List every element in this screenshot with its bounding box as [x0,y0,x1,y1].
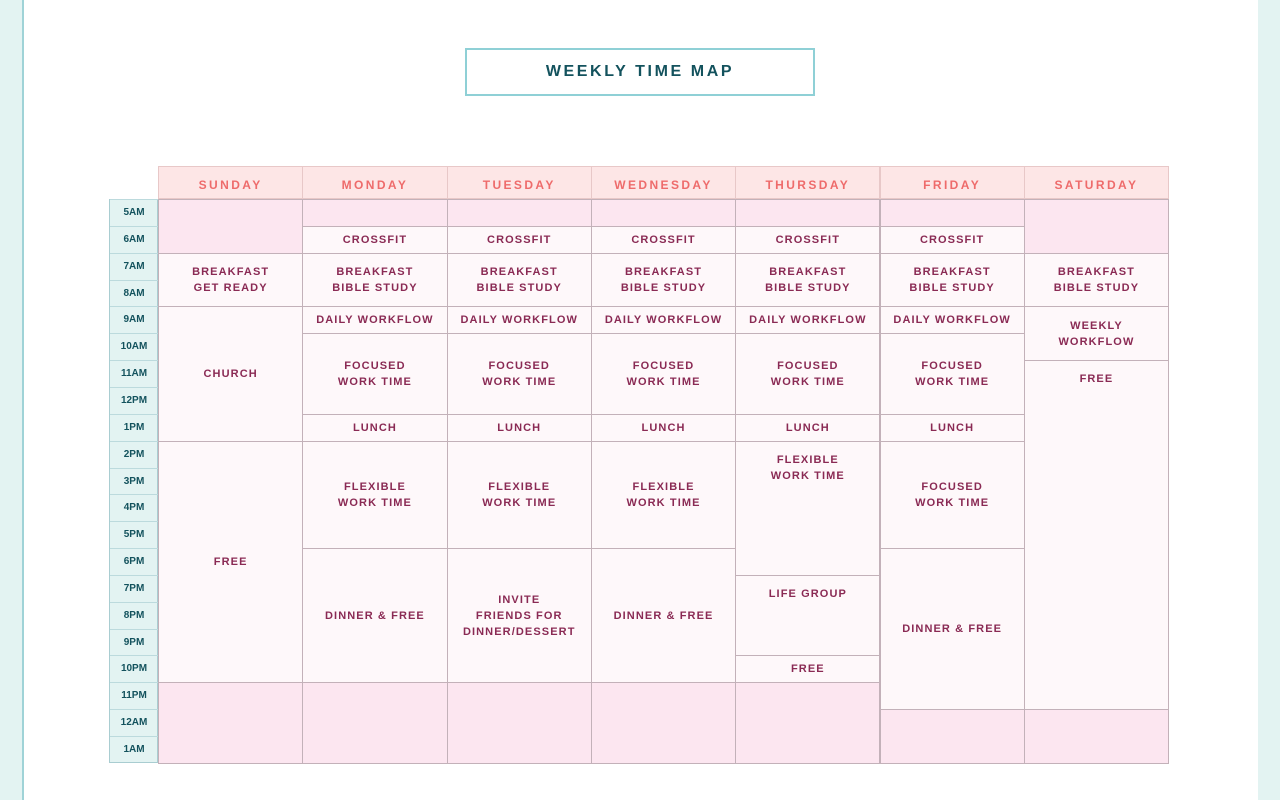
time-label: 11AM [110,360,158,386]
empty-block [302,682,447,764]
schedule-block: CHURCH [158,306,303,441]
time-label: 9AM [110,306,158,332]
time-label: 5PM [110,521,158,547]
day-header-thursday: THURSDAY [735,166,880,199]
schedule-block: CROSSFIT [880,226,1025,254]
time-label: 4PM [110,494,158,520]
schedule-block: FOCUSED WORK TIME [302,333,447,415]
schedule-block: DINNER & FREE [302,548,447,683]
schedule-block: INVITE FRIENDS FOR DINNER/DESSERT [447,548,592,683]
schedule-block: FLEXIBLE WORK TIME [735,441,880,576]
schedule-block: FOCUSED WORK TIME [880,441,1025,549]
page-title: WEEKLY TIME MAP [465,48,815,96]
empty-block [1024,199,1169,254]
schedule-block: LUNCH [302,414,447,442]
time-label: 7PM [110,575,158,601]
schedule-block: BREAKFAST BIBLE STUDY [591,253,736,308]
empty-block [447,682,592,764]
time-label: 7AM [110,253,158,279]
time-label: 8AM [110,280,158,306]
time-label: 12PM [110,387,158,413]
time-label: 9PM [110,629,158,655]
schedule-block: DINNER & FREE [880,548,1025,710]
schedule-block: FLEXIBLE WORK TIME [591,441,736,549]
time-label: 10AM [110,333,158,359]
day-header-tuesday: TUESDAY [447,166,592,199]
time-label: 11PM [110,682,158,708]
schedule-block: LIFE GROUP [735,575,880,657]
empty-block [158,199,303,254]
empty-block [735,682,880,764]
schedule-block: LUNCH [591,414,736,442]
schedule-block: LUNCH [880,414,1025,442]
schedule-block: BREAKFAST BIBLE STUDY [880,253,1025,308]
schedule-block: BREAKFAST BIBLE STUDY [447,253,592,308]
empty-block [880,199,1025,227]
schedule-block: FOCUSED WORK TIME [735,333,880,415]
day-header-friday: FRIDAY [880,166,1025,199]
schedule-block: BREAKFAST BIBLE STUDY [1024,253,1169,308]
time-label: 6PM [110,548,158,574]
time-label: 6AM [110,226,158,252]
time-label: 8PM [110,602,158,628]
schedule-block: BREAKFAST GET READY [158,253,303,308]
schedule-block: DAILY WORKFLOW [447,306,592,334]
empty-block [591,682,736,764]
day-header-monday: MONDAY [302,166,447,199]
schedule-block: WEEKLY WORKFLOW [1024,306,1169,361]
schedule-block: DAILY WORKFLOW [880,306,1025,334]
schedule-block: BREAKFAST BIBLE STUDY [735,253,880,308]
schedule-block: CROSSFIT [447,226,592,254]
time-label: 1AM [110,736,158,762]
time-label: 12AM [110,709,158,735]
schedule-block: CROSSFIT [302,226,447,254]
schedule-block: FLEXIBLE WORK TIME [447,441,592,549]
schedule-block: FOCUSED WORK TIME [591,333,736,415]
schedule-block: DAILY WORKFLOW [302,306,447,334]
time-label: 1PM [110,414,158,440]
empty-block [447,199,592,227]
schedule-block: FLEXIBLE WORK TIME [302,441,447,549]
schedule-block: FREE [735,655,880,683]
schedule-block: BREAKFAST BIBLE STUDY [302,253,447,308]
schedule-block: FOCUSED WORK TIME [880,333,1025,415]
empty-block [880,709,1025,764]
schedule-block: LUNCH [735,414,880,442]
empty-block [302,199,447,227]
schedule-block: FREE [158,441,303,684]
schedule-block: DAILY WORKFLOW [591,306,736,334]
day-header-wednesday: WEDNESDAY [591,166,736,199]
empty-block [591,199,736,227]
empty-block [1024,709,1169,764]
time-label: 10PM [110,655,158,681]
empty-block [158,682,303,764]
schedule-block: CROSSFIT [735,226,880,254]
schedule-block: FREE [1024,360,1169,710]
time-label: 5AM [110,199,158,225]
time-label: 2PM [110,441,158,467]
schedule-block: CROSSFIT [591,226,736,254]
schedule-block: DINNER & FREE [591,548,736,683]
empty-block [735,199,880,227]
schedule-block: FOCUSED WORK TIME [447,333,592,415]
time-label: 3PM [110,468,158,494]
schedule-block: DAILY WORKFLOW [735,306,880,334]
day-header-sunday: SUNDAY [158,166,303,199]
schedule-block: LUNCH [447,414,592,442]
day-header-saturday: SATURDAY [1024,166,1169,199]
